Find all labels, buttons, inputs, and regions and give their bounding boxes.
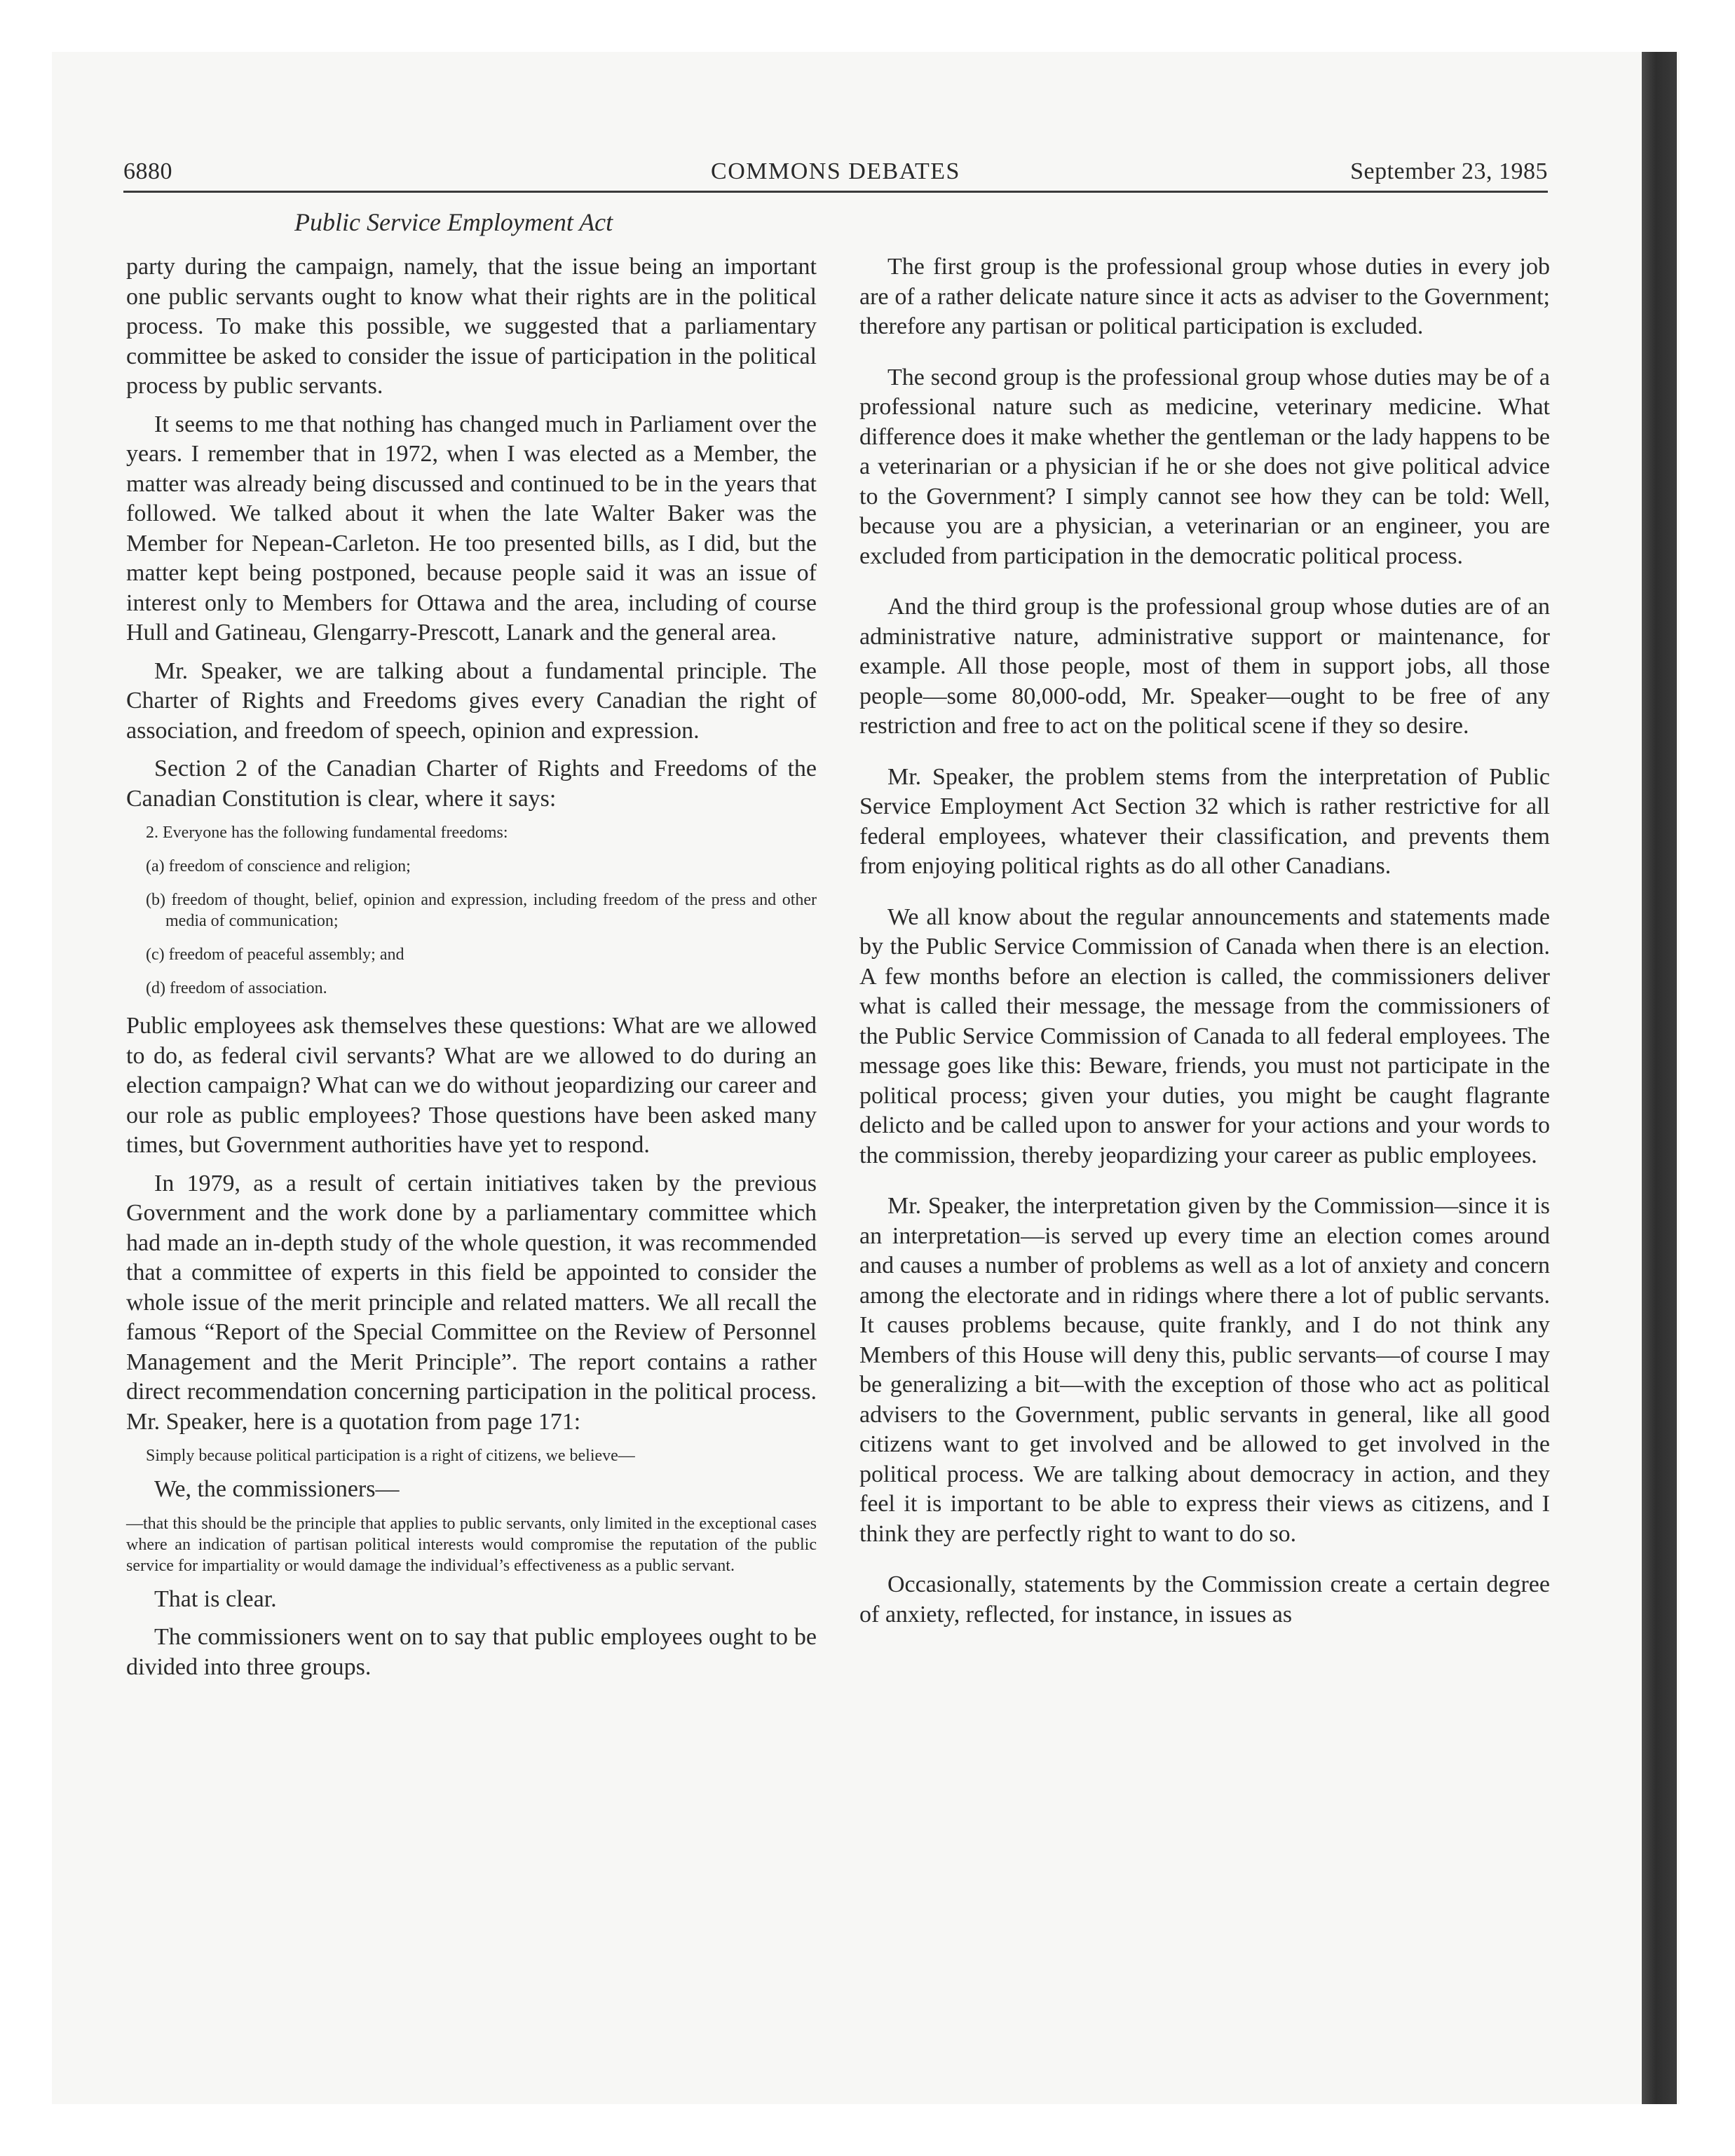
quote-line: 2. Everyone has the following fundamental freedoms: [146, 824, 508, 842]
paragraph: The commissioners went on to say that public employees ought to be divided into three groups. [126, 1624, 817, 1680]
bill-title: Public Service Employment Act [294, 208, 613, 236]
left-column [126, 252, 817, 1691]
report-quote: Simply because political participation is a right of citizens, we believe— [146, 1447, 635, 1465]
page-date: September 23, 1985 [1350, 158, 1548, 184]
interjection: We, the commissioners— [154, 1476, 400, 1502]
paragraph: Mr. Speaker, the problem stems from the interpretation of Public Service Employment Act Section 32 which is rather restrictive for all federal employees, whatever their classification, and prevents them from enjoying political rights as do all other Canadians. [859, 763, 1550, 879]
charter-quote [126, 822, 817, 999]
paragraph: It seems to me that nothing has changed much in Parliament over the years. I remember that in 1972, when I was elected as a Member, the matter was already being discussed and continued to be in the years that followed. We talked about it when the late Walter Baker was the Member for Nepean-Carleton. He too presented bills, as I did, but the matter kept being postponed, because people said it was an issue of interest only to Members for Ottawa and the area, including of course Hull and Gatineau, Glengarry-Prescott, Lanark and the general area. [126, 411, 817, 646]
quote-line: (b) freedom of thought, belief, opinion and expression, including freedom of the press and other media of communication; [146, 891, 817, 930]
paragraph: And the third group is the professional group whose duties are of an administrative nature, administrative support or maintenance, for example. All those people, most of them in support jobs, all those people—some 80,000-odd, Mr. Speaker—ought to be free of any restriction and free to act on the political scene if they so desire. [859, 594, 1550, 739]
paragraph: Public employees ask themselves these questions: What are we allowed to do, as federal civil servants? What are we allowed to do during an election campaign? What can we do without jeopardizing our career and our role as public employees? Those questions have been asked many times, but Government authorities have yet to respond. [126, 1013, 817, 1158]
journal-title: COMMONS DEBATES [711, 158, 960, 184]
paragraph: The first group is the professional group whose duties in every job are of a rather delicate nature since it acts as adviser to the Government; therefore any partisan or political participation is excluded. [859, 254, 1550, 339]
paragraph: Section 2 of the Canadian Charter of Rights and Freedoms of the Canadian Constitution is clear, where it says: [126, 756, 817, 812]
quote-line: (d) freedom of association. [146, 979, 327, 997]
paragraph: Occasionally, statements by the Commission create a certain degree of anxiety, reflected, for instance, in issues as [859, 1571, 1550, 1628]
paragraph: In 1979, as a result of certain initiatives taken by the previous Government and the work done by a parliamentary committee which had made an in-depth study of the whole question, it was recommended that a committee of experts in this field be appointed to consider the whole issue of the merit principle and related matters. We all recall the famous “Report of the Special Committee on the Review of Personnel Management and the Merit Principle”. The report contains a rather direct recommendation concerning participation in the political process. Mr. Speaker, here is a quotation from page 171: [126, 1170, 817, 1435]
paragraph: Mr. Speaker, the interpretation given by the Commission—since it is an interpretation—is served up every time an election comes around and causes a number of problems as well as a lot of anxiety and concern among the electorate and in ridings where there a lot of public servants. It causes problems because, quite frankly, and I do not think any Members of this House will deny this, public servants—of course I may be generalizing a bit—with the exception of those who act as political advisers to the Government, public servants in general, like all good citizens want to get involved and be allowed to get involved in the political process. We are talking about democracy in action, and they feel it is important to be able to express their views as citizens, and I think they are perfectly right to want to do so. [859, 1193, 1550, 1547]
report-quote: —that this should be the principle that applies to public servants, only limited in the exceptional cases where an indication of partisan political interests would compromise the reputation of the public service for impartiality or would damage the individual’s effectiveness as a public servant. [126, 1514, 817, 1575]
running-head [123, 156, 1548, 193]
page-binding-edge [1642, 52, 1677, 2104]
paragraph: That is clear. [154, 1585, 277, 1612]
paragraph: The second group is the professional group whose duties may be of a professional nature such as medicine, veterinary medicine. What difference does it make whether the gentleman or the lady happens to be a veterinarian or a physician if he or she does not give political advice to the Government? I simply cannot see how they can be told: Well, because you are a physician, a veterinarian or an engineer, you are excluded from participation in the democratic political process. [859, 364, 1551, 569]
quote-line: (c) freedom of peaceful assembly; and [146, 946, 404, 964]
paragraph: We all know about the regular announcements and statements made by the Public Service Commission of Canada when there is an election. A few months before an election is called, the commissioners deliver what is called their message, the message from the commissioners of the Public Service Commission of Canada to all federal employees. The message goes like this: Beware, friends, you must not participate in the political process; given your duties, you might be caught flagrante delicto and be called upon to answer for your actions and your words to the commission, thereby jeopardizing your career as public employees. [859, 903, 1550, 1168]
paragraph: Mr. Speaker, we are talking about a fundamental principle. The Charter of Rights and Freedoms gives every Canadian the right of association, and freedom of speech, opinion and expression. [126, 657, 817, 744]
paragraph: party during the campaign, namely, that the issue being an important one public servants ought to know what their rights are in the political process. To make this possible, we suggested that a parliamentary committee be asked to consider the issue of participation in the political process by public servants. [126, 254, 817, 399]
right-column [859, 252, 1550, 1651]
quote-line: (a) freedom of conscience and religion; [146, 857, 411, 875]
page-number: 6880 [123, 158, 172, 184]
